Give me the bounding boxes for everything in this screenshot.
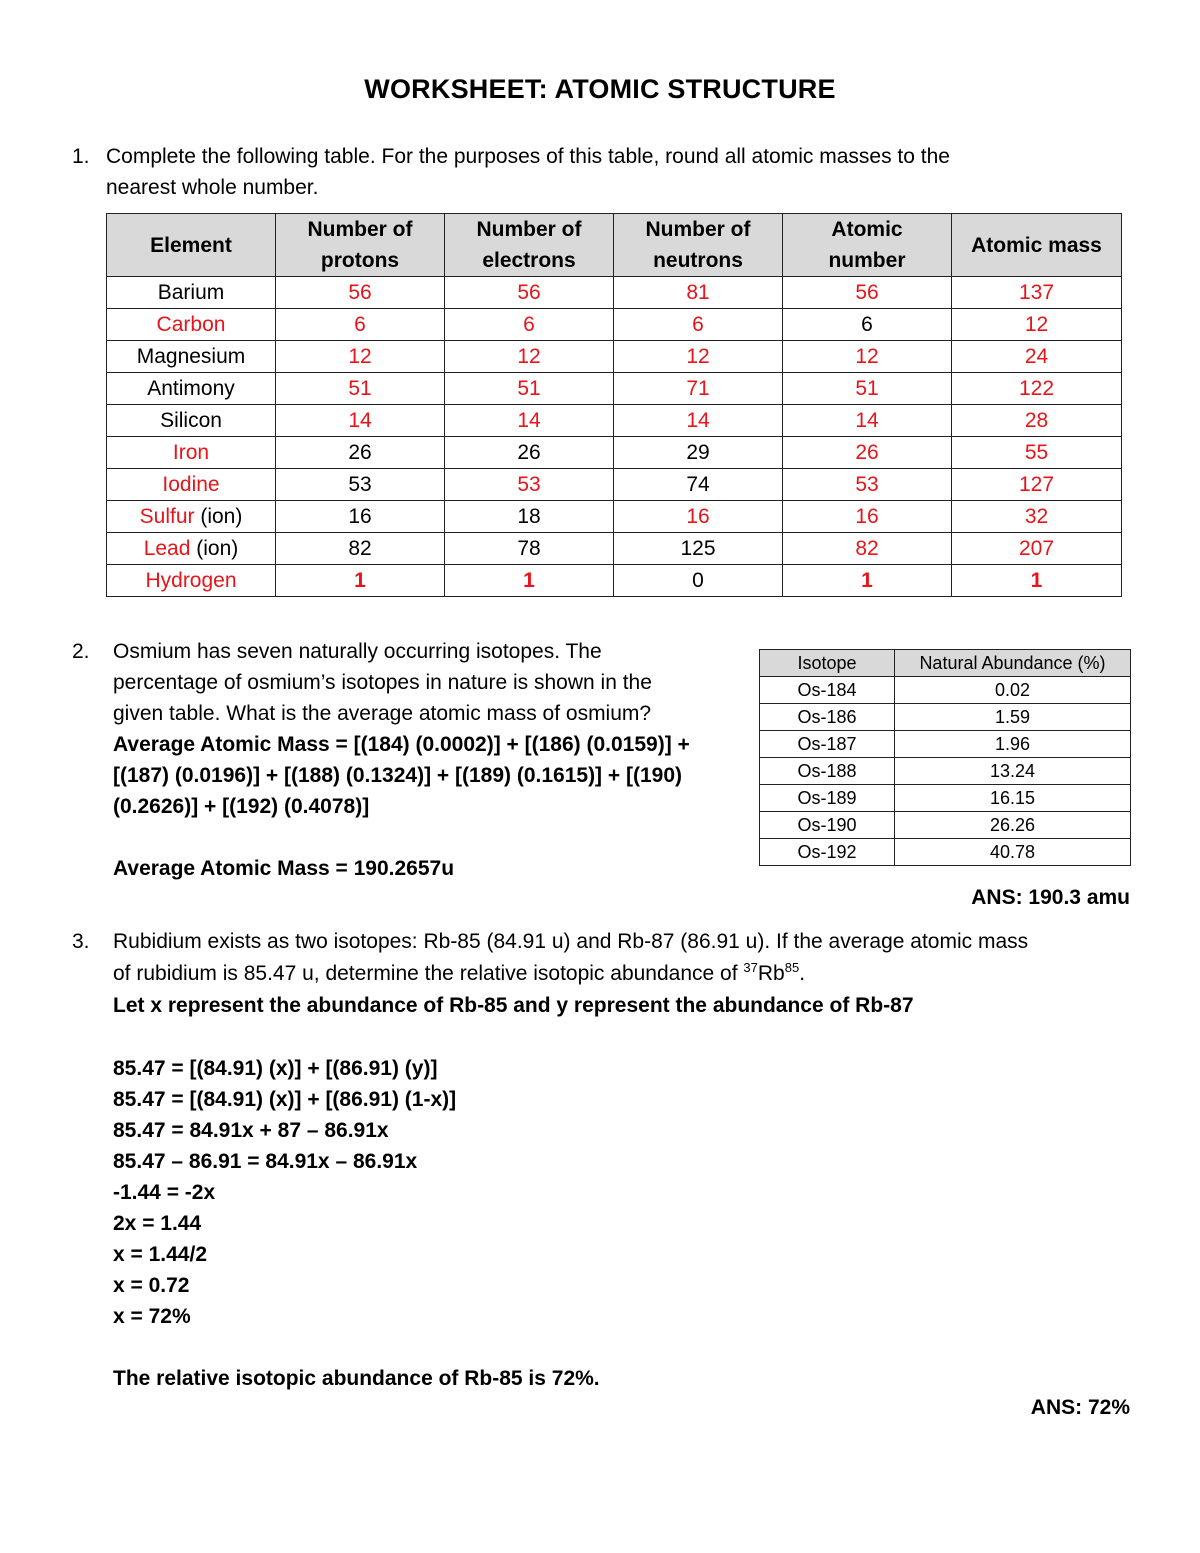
table-row <box>107 405 1122 437</box>
element-name: Lead <box>143 537 191 560</box>
element-name: Silicon <box>160 409 222 432</box>
abundance-cell: 40.78 <box>895 839 1131 866</box>
value-cell: 26 <box>783 437 952 469</box>
value-cell: 122 <box>952 373 1122 405</box>
value-cell: 55 <box>952 437 1122 469</box>
isotope-name-cell: Os-189 <box>760 785 895 812</box>
value-cell: 12 <box>783 341 952 373</box>
calculation-step: 85.47 – 86.91 = 84.91x – 86.91x <box>113 1150 418 1173</box>
value-cell: 18 <box>445 501 614 533</box>
column-header <box>107 214 276 277</box>
element-cell <box>107 405 276 437</box>
value-cell: 53 <box>445 469 614 501</box>
table-row <box>107 437 1122 469</box>
isotope-row <box>760 677 1131 704</box>
value-cell: 56 <box>276 277 445 309</box>
calculation-step: 85.47 = [(84.91) (x)] + [(86.91) (1-x)] <box>113 1088 457 1111</box>
value-cell: 6 <box>783 309 952 341</box>
column-header-line: Atomic <box>831 218 903 241</box>
abundance-cell: 0.02 <box>895 677 1131 704</box>
value-cell: 0 <box>614 565 783 597</box>
question-2-answer: ANS: 190.3 amu <box>971 886 1130 909</box>
isotope-name-cell: Os-184 <box>760 677 895 704</box>
column-header-line: Element <box>150 233 232 257</box>
element-cell <box>107 533 276 565</box>
element-name: Magnesium <box>136 345 246 368</box>
value-cell: 32 <box>952 501 1122 533</box>
question-3-line-2-end: . <box>799 962 806 985</box>
value-cell: 137 <box>952 277 1122 309</box>
question-2-work-line-2: [(187) (0.0196)] + [(188) (0.1324)] + [(189) (0.1615)] + [(190) <box>113 764 682 787</box>
element-suffix: (ion) <box>194 505 243 528</box>
abundance-cell: 13.24 <box>895 758 1131 785</box>
value-cell: 53 <box>783 469 952 501</box>
value-cell: 26 <box>276 437 445 469</box>
table-row <box>107 469 1122 501</box>
value-cell: 6 <box>614 309 783 341</box>
question-2-number: 2. <box>72 640 90 663</box>
element-name: Antimony <box>147 377 235 400</box>
column-header <box>783 214 952 277</box>
question-3-answer: ANS: 72% <box>1030 1396 1130 1419</box>
question-3-conclusion: The relative isotopic abundance of Rb-85 is 72%. <box>113 1367 600 1390</box>
table-row <box>107 501 1122 533</box>
value-cell: 14 <box>614 405 783 437</box>
value-cell: 74 <box>614 469 783 501</box>
value-cell: 207 <box>952 533 1122 565</box>
value-cell: 127 <box>952 469 1122 501</box>
isotope-row <box>760 785 1131 812</box>
isotope-column-header: Isotope <box>760 650 895 677</box>
calculation-step: 85.47 = 84.91x + 87 – 86.91x <box>113 1119 389 1142</box>
column-header-line: protons <box>320 249 400 272</box>
osmium-isotope-table <box>759 649 1131 866</box>
isotope-name-cell: Os-186 <box>760 704 895 731</box>
value-cell: 56 <box>445 277 614 309</box>
value-cell: 14 <box>276 405 445 437</box>
element-cell <box>107 565 276 597</box>
atomic-structure-table <box>106 213 1122 597</box>
question-3-number: 3. <box>72 930 90 953</box>
value-cell: 29 <box>614 437 783 469</box>
question-3-let-statement: Let x represent the abundance of Rb-85 and y represent the abundance of Rb-87 <box>113 994 914 1017</box>
calculation-step: 85.47 = [(84.91) (x)] + [(86.91) (y)] <box>113 1057 438 1080</box>
table-row <box>107 533 1122 565</box>
value-cell: 28 <box>952 405 1122 437</box>
atomic-number-superscript: 37 <box>743 960 758 975</box>
isotope-row <box>760 758 1131 785</box>
question-2-line-2: percentage of osmium’s isotopes in nature is shown in the <box>113 671 652 694</box>
value-cell: 56 <box>783 277 952 309</box>
question-2-line-3: given table. What is the average atomic mass of osmium? <box>113 702 652 725</box>
calculation-step: x = 72% <box>113 1305 191 1328</box>
table-row <box>107 341 1122 373</box>
isotope-name-cell: Os-188 <box>760 758 895 785</box>
column-header-line: electrons <box>482 249 576 272</box>
value-cell: 16 <box>276 501 445 533</box>
abundance-cell: 1.96 <box>895 731 1131 758</box>
question-3-line-2-text: of rubidium is 85.47 u, determine the relative isotopic abundance of <box>113 962 744 985</box>
value-cell: 6 <box>445 309 614 341</box>
question-3-line-1: Rubidium exists as two isotopes: Rb-85 (84.91 u) and Rb-87 (86.91 u). If the average atomic mass <box>113 930 1029 953</box>
element-cell <box>107 309 276 341</box>
column-header-line: neutrons <box>653 249 743 272</box>
column-header <box>276 214 445 277</box>
element-cell <box>107 437 276 469</box>
isotope-name-cell: Os-192 <box>760 839 895 866</box>
value-cell: 14 <box>445 405 614 437</box>
value-cell: 51 <box>783 373 952 405</box>
element-suffix: (ion) <box>190 537 239 560</box>
element-cell <box>107 501 276 533</box>
calculation-step: x = 1.44/2 <box>113 1243 207 1266</box>
column-header-line: Atomic mass <box>971 233 1102 257</box>
isotope-name-cell: Os-187 <box>760 731 895 758</box>
rubidium-symbol: Rb <box>757 962 785 985</box>
question-3-line-2 <box>113 958 805 989</box>
isotope-row <box>760 812 1131 839</box>
element-name: Iron <box>172 441 210 464</box>
value-cell: 14 <box>783 405 952 437</box>
value-cell: 71 <box>614 373 783 405</box>
value-cell: 125 <box>614 533 783 565</box>
abundance-column-header: Natural Abundance (%) <box>895 650 1131 677</box>
question-2-work-line-1: Average Atomic Mass = [(184) (0.0002)] + [(186) (0.0159)] + <box>113 733 690 756</box>
table-row <box>107 277 1122 309</box>
element-name: Iodine <box>162 473 220 496</box>
element-cell <box>107 373 276 405</box>
value-cell: 12 <box>445 341 614 373</box>
value-cell: 16 <box>783 501 952 533</box>
element-name: Barium <box>157 281 225 304</box>
value-cell: 12 <box>952 309 1122 341</box>
question-2-result: Average Atomic Mass = 190.2657u <box>113 857 455 880</box>
value-cell: 78 <box>445 533 614 565</box>
value-cell: 1 <box>445 565 614 597</box>
value-cell: 24 <box>952 341 1122 373</box>
value-cell: 6 <box>276 309 445 341</box>
question-2-line-1: Osmium has seven naturally occurring isotopes. The <box>113 640 602 663</box>
isotope-row <box>760 731 1131 758</box>
value-cell: 51 <box>445 373 614 405</box>
question-1-line-2: nearest whole number. <box>106 176 319 199</box>
table-header-row <box>107 214 1122 277</box>
element-cell <box>107 277 276 309</box>
value-cell: 26 <box>445 437 614 469</box>
isotope-name-cell: Os-190 <box>760 812 895 839</box>
abundance-cell: 1.59 <box>895 704 1131 731</box>
column-header-line: Number of <box>645 218 751 241</box>
calculation-step: 2x = 1.44 <box>113 1212 202 1235</box>
abundance-cell: 26.26 <box>895 812 1131 839</box>
column-header <box>614 214 783 277</box>
column-header <box>952 214 1122 277</box>
value-cell: 12 <box>614 341 783 373</box>
isotope-header-row <box>760 650 1131 677</box>
value-cell: 12 <box>276 341 445 373</box>
value-cell: 1 <box>783 565 952 597</box>
value-cell: 81 <box>614 277 783 309</box>
column-header-line: number <box>828 249 906 272</box>
column-header <box>445 214 614 277</box>
value-cell: 53 <box>276 469 445 501</box>
element-cell <box>107 341 276 373</box>
element-name: Hydrogen <box>145 569 237 592</box>
mass-number-superscript: 85 <box>784 960 800 975</box>
value-cell: 16 <box>614 501 783 533</box>
abundance-cell: 16.15 <box>895 785 1131 812</box>
isotope-row <box>760 704 1131 731</box>
value-cell: 82 <box>783 533 952 565</box>
worksheet-title: WORKSHEET: ATOMIC STRUCTURE <box>364 74 836 104</box>
column-header-line: Number of <box>476 218 582 241</box>
value-cell: 82 <box>276 533 445 565</box>
calculation-step: -1.44 = -2x <box>113 1181 216 1204</box>
element-cell <box>107 469 276 501</box>
element-name: Carbon <box>156 313 226 336</box>
question-1-line-1: Complete the following table. For the purposes of this table, round all atomic masses to the <box>106 145 950 168</box>
calculation-step: x = 0.72 <box>113 1274 190 1297</box>
table-row <box>107 373 1122 405</box>
value-cell: 1 <box>952 565 1122 597</box>
table-row <box>107 309 1122 341</box>
column-header-line: Number of <box>307 218 413 241</box>
value-cell: 51 <box>276 373 445 405</box>
value-cell: 1 <box>276 565 445 597</box>
table-row <box>107 565 1122 597</box>
question-1-number: 1. <box>72 145 90 168</box>
question-2-work-line-3: (0.2626)] + [(192) (0.4078)] <box>113 795 370 818</box>
isotope-row <box>760 839 1131 866</box>
element-name: Sulfur <box>139 505 195 528</box>
